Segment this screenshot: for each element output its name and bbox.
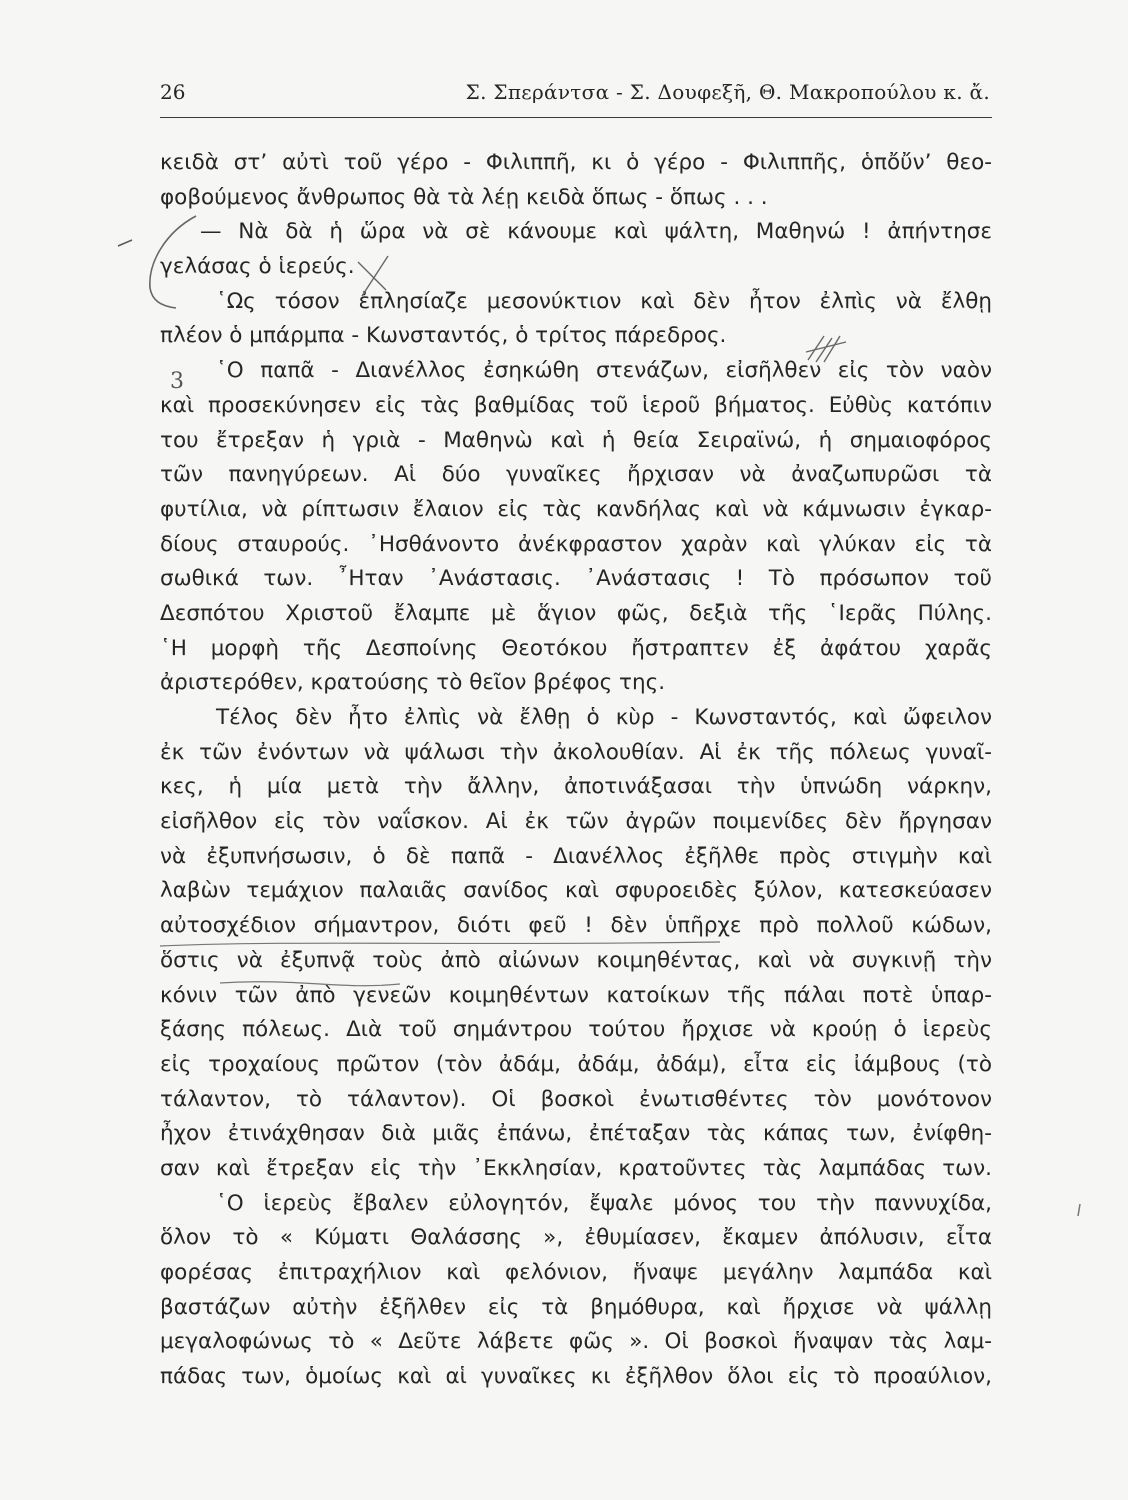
margin-note: 3 xyxy=(170,369,184,394)
text-line: λαβὼν τεμάχιον παλαιᾶς σανίδος καὶ σφυροειδὲς ξύλον, κατεσκεύασεν xyxy=(160,878,992,904)
text-line: — Νὰ δὰ ἡ ὥρα νὰ σὲ κάνουμε καὶ ψάλτη, Μαθηνώ ! ἀπήντησε xyxy=(200,219,992,245)
running-head: Σ. Σπεράντσα - Σ. Δουφεξῆ, Θ. Μακροπούλου κ. ἄ. xyxy=(465,80,990,104)
text-line: γελάσας ὁ ἱερεύς. xyxy=(160,254,355,280)
text-line: βαστάζων αὐτὴν ἐξῆλθεν εἰς τὰ βημόθυρα, καὶ ἤρχισε νὰ ψάλλῃ xyxy=(160,1294,992,1320)
text-line: φυτίλια, νὰ ρίπτωσιν ἔλαιον εἰς τὰς κανδήλας καὶ νὰ κάμνωσιν ἐγκαρ- xyxy=(160,496,992,522)
text-line: ἦχον ἐτινάχθησαν διὰ μιᾶς ἐπάνω, ἐπέταξαν τὰς κάπας των, ἐνίφθη- xyxy=(160,1121,992,1147)
text-line: Δεσπότου Χριστοῦ ἔλαμπε μὲ ἅγιον φῶς, δεξιὰ τῆς ῾Ιερᾶς Πύλης. xyxy=(160,600,992,626)
page-header xyxy=(160,80,990,114)
pencil-margin-stroke xyxy=(1078,1204,1080,1216)
text-line: μεγαλοφώνως τὸ « Δεῦτε λάβετε φῶς ». Οἱ βοσκοὶ ἥναψαν τὰς λαμ- xyxy=(160,1329,992,1355)
text-line: κες, ἡ μία μετὰ τὴν ἄλλην, ἀποτινάξασαι τὴν ὑπνώδη νάρκην, xyxy=(160,774,992,800)
text-line: ὅστις νὰ ἐξυπνᾷ τοὺς ἀπὸ αἰώνων κοιμηθέντας, καὶ νὰ συγκινῇ τὴν xyxy=(160,947,992,973)
header-rule xyxy=(160,117,992,118)
text-line: ἐκ τῶν ἐνόντων νὰ ψάλωσι τὴν ἀκολουθίαν. Αἱ ἐκ τῆς πόλεως γυναῖ- xyxy=(160,739,992,765)
text-line: πάδας των, ὁμοίως καὶ αἱ γυναῖκες κι ἐξῆλθον ὅλοι εἰς τὸ προαύλιον, xyxy=(160,1364,992,1390)
text-line: κόνιν τῶν ἀπὸ γενεῶν κοιμηθέντων κατοίκων τῆς πάλαι ποτὲ ὑπαρ- xyxy=(160,982,992,1008)
text-line: σαν καὶ ἔτρεξαν εἰς τὴν ᾿Εκκλησίαν, κρατοῦντες τὰς λαμπάδας των. xyxy=(160,1155,992,1181)
text-line: εἰσῆλθον εἰς τὸν ναΐσκον. Αἱ ἐκ τῶν ἀγρῶν ποιμενίδες δὲν ἤργησαν xyxy=(160,809,992,835)
text-line: δίους σταυρούς. ᾿Ησθάνοντο ἀνέκφραστον χαρὰν καὶ γλύκαν εἰς τὰ xyxy=(160,531,992,557)
text-line: ῾Η μορφὴ τῆς Δεσποίνης Θεοτόκου ἤστραπτεν ἐξ ἀφάτου χαρᾶς xyxy=(160,635,992,661)
text-line: τάλαντον, τὸ τάλαντον). Οἱ βοσκοὶ ἐνωτισθέντες τὸν μονότονον xyxy=(160,1086,992,1112)
pencil-tick-mark xyxy=(118,240,132,246)
text-line: καὶ προσεκύνησεν εἰς τὰς βαθμίδας τοῦ ἱεροῦ βήματος. Εὐθὺς κατόπιν xyxy=(160,392,992,418)
body-text xyxy=(160,146,992,1395)
text-line: ῾Ως τόσον ἐπλησίαζε μεσονύκτιον καὶ δὲν ἦτον ἐλπὶς νὰ ἔλθῃ xyxy=(216,288,992,314)
text-line: ἀριστερόθεν, κρατούσης τὸ θεῖον βρέφος της. xyxy=(160,670,666,696)
text-line: νὰ ἐξυπνήσωσιν, ὁ δὲ παπᾶ - Διανέλλος ἐξῆλθε πρὸς στιγμὴν καὶ xyxy=(160,843,992,869)
text-line: ὅλον τὸ « Κύματι Θαλάσσης », ἐθυμίασεν, ἔκαμεν ἀπόλυσιν, εἶτα xyxy=(160,1225,992,1251)
text-line: κειδὰ στ’ αὐτὶ τοῦ γέρο - Φιλιππῆ, κι ὁ γέρο - Φιλιππῆς, ὁπὄὔν’ θεο- xyxy=(160,150,992,175)
text-line: εἰς τροχαίους πρῶτον (τὸν ἀδάμ, ἀδάμ, ἀδάμ), εἶτα εἰς ἰάμβους (τὸ xyxy=(160,1051,992,1077)
text-line: ξάσης πόλεως. Διὰ τοῦ σημάντρου τούτου ἤρχισε νὰ κρούῃ ὁ ἱερεὺς xyxy=(160,1017,992,1043)
text-line: φορέσας ἐπιτραχήλιον καὶ φελόνιον, ἥναψε μεγάλην λαμπάδα καὶ xyxy=(160,1260,992,1285)
text-line: πλέον ὁ μπάρμπα - Κωνσταντός, ὁ τρίτος πάρεδρος. xyxy=(160,323,727,349)
text-line: φοβούμενος ἄνθρωπος θὰ τὰ λέῃ κειδὰ ὅπως - ὅπως . . . xyxy=(160,184,768,210)
text-line: ῾Ο ἱερεὺς ἔβαλεν εὐλογητόν, ἔψαλε μόνος του τὴν παννυχίδα, xyxy=(216,1190,992,1216)
text-line: τῶν πανηγύρεων. Αἱ δύο γυναῖκες ἤρχισαν νὰ ἀναζωπυρῶσι τὰ xyxy=(160,462,992,488)
text-line: του ἔτρεξαν ἡ γριὰ - Μαθηνὼ καὶ ἡ θεία Σειραϊνώ, ἡ σημαιοφόρος xyxy=(160,427,992,453)
text-line: ῾Ο παπᾶ - Διανέλλος ἐσηκώθη στενάζων, εἰσῆλθεν εἰς τὸν ναὸν xyxy=(216,358,992,384)
text-line: αὐτοσχέδιον σήμαντρον, διότι φεῦ ! δὲν ὑπῆρχε πρὸ πολλοῦ κώδων, xyxy=(160,913,992,939)
text-line: σωθικά των. ῏Ηταν ᾿Ανάστασις. ᾿Ανάστασις ! Τὸ πρόσωπον τοῦ xyxy=(160,566,992,592)
text-line: Τέλος δὲν ἦτο ἐλπὶς νὰ ἔλθῃ ὁ κὺρ - Κωνσταντός, καὶ ὤφειλον xyxy=(216,705,992,730)
page-number: 26 xyxy=(160,80,186,104)
